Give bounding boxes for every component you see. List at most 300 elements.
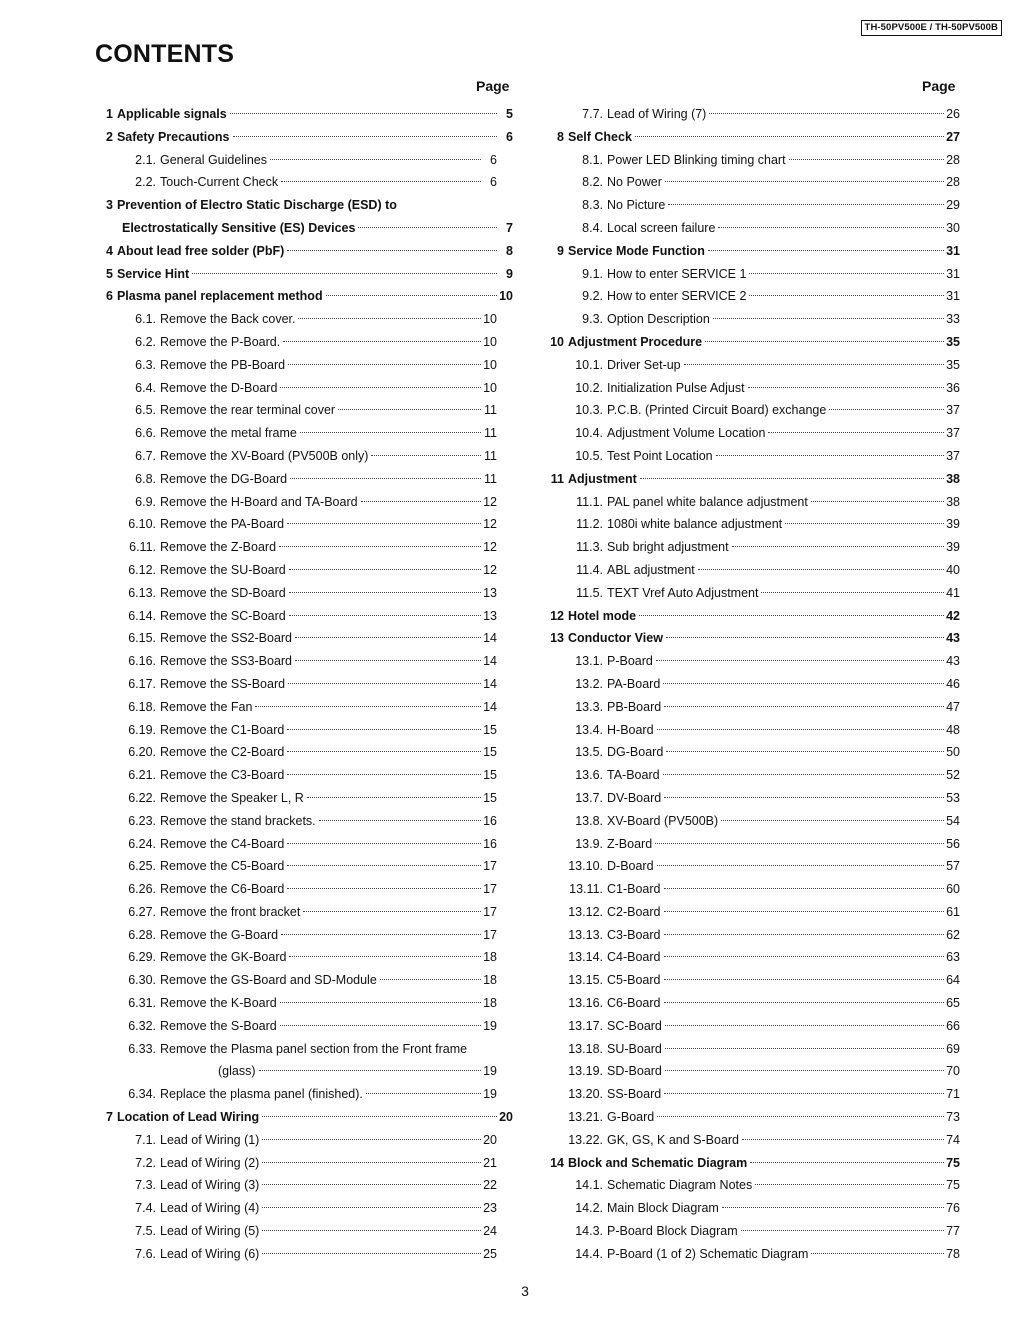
toc-entry-title: DV-Board <box>607 790 662 805</box>
toc-entry[interactable] <box>106 1243 497 1266</box>
toc-entry[interactable] <box>106 103 513 126</box>
toc-entry-number: 11 <box>550 471 564 486</box>
toc-entry-page: 39 <box>946 540 960 555</box>
toc-entry-number: 6.6. <box>135 426 156 441</box>
toc-entry[interactable] <box>106 468 497 491</box>
dot-leader <box>705 341 944 342</box>
toc-entry-title: Electrostatically Sensitive (ES) Devices <box>122 220 356 235</box>
toc-entry-page: 15 <box>483 722 497 737</box>
toc-entry-number: 1 <box>106 107 113 121</box>
toc-entry-page: 13 <box>483 608 497 623</box>
dot-leader <box>326 295 497 296</box>
toc-entry-title: Applicable signals <box>116 107 227 121</box>
dot-leader <box>749 295 944 296</box>
toc-entry[interactable] <box>106 764 497 787</box>
toc-entry[interactable] <box>545 559 960 582</box>
toc-entry[interactable] <box>545 377 960 400</box>
toc-entry[interactable] <box>545 673 960 696</box>
toc-entry-page: 17 <box>483 859 497 874</box>
toc-entry[interactable] <box>545 126 960 149</box>
toc-entry[interactable] <box>106 946 497 969</box>
dot-leader <box>716 455 944 456</box>
toc-entry[interactable] <box>545 1106 960 1129</box>
toc-entry-title: SU-Board <box>607 1041 662 1056</box>
dot-leader <box>785 523 944 524</box>
toc-entry[interactable] <box>545 1038 960 1061</box>
toc-entry[interactable] <box>545 194 960 217</box>
toc-entry-page: 14 <box>483 676 497 691</box>
toc-entry-page: 14 <box>483 654 497 669</box>
toc-entry-page: 28 <box>946 152 960 167</box>
toc-entry-number: 13.22. <box>568 1132 603 1147</box>
toc-entry[interactable] <box>106 992 497 1015</box>
toc-entry[interactable] <box>106 331 497 354</box>
dot-leader <box>303 911 481 912</box>
toc-entry-page: 11 <box>484 471 497 486</box>
toc-entry[interactable] <box>545 992 960 1015</box>
toc-entry[interactable] <box>106 308 497 331</box>
toc-entry[interactable] <box>106 901 497 924</box>
toc-entry[interactable] <box>106 1129 497 1152</box>
toc-entry[interactable] <box>545 331 960 354</box>
toc-entry-page: 11 <box>484 403 497 418</box>
toc-entry[interactable] <box>545 422 960 445</box>
toc-entry[interactable] <box>545 855 960 878</box>
dot-leader <box>709 113 944 114</box>
toc-entry[interactable] <box>545 217 960 240</box>
toc-entry[interactable] <box>106 126 513 149</box>
toc-entry[interactable] <box>106 491 497 514</box>
toc-entry[interactable] <box>106 171 497 194</box>
toc-entry-number: 14.2. <box>575 1201 603 1216</box>
toc-entry[interactable] <box>106 445 497 468</box>
toc-entry-page: 33 <box>946 312 960 327</box>
toc-entry-number: 6 <box>106 289 113 304</box>
toc-entry[interactable] <box>106 285 513 308</box>
toc-entry-title: Initialization Pulse Adjust <box>607 380 745 395</box>
toc-entry-page: 61 <box>946 904 960 919</box>
toc-entry-number: 6.27. <box>128 904 156 919</box>
toc-entry-number: 2 <box>106 129 113 144</box>
toc-entry-number: 6.34. <box>128 1087 156 1102</box>
toc-entry-title: Touch-Current Check <box>160 175 279 190</box>
toc-entry-title: Lead of Wiring (1) <box>160 1132 260 1147</box>
toc-entry-page: 9 <box>506 266 513 281</box>
dot-leader <box>657 865 944 866</box>
toc-entry-title: Remove the front bracket <box>160 904 301 919</box>
toc-entry-title: PB-Board <box>607 699 662 714</box>
dot-leader <box>288 683 481 684</box>
toc-entry[interactable] <box>545 1220 960 1243</box>
toc-entry-title: C3-Board <box>607 927 661 942</box>
dot-leader <box>655 843 944 844</box>
toc-entry[interactable] <box>545 605 960 628</box>
dot-leader <box>789 159 944 160</box>
toc-entry-page: 36 <box>946 380 960 395</box>
toc-entry-title: Remove the metal frame <box>160 426 297 441</box>
toc-entry-title: P-Board <box>607 654 653 669</box>
toc-entry[interactable] <box>545 787 960 810</box>
toc-entry-page: 17 <box>483 882 497 897</box>
toc-entry-page: 70 <box>946 1064 960 1079</box>
toc-entry[interactable] <box>106 878 497 901</box>
toc-entry-title: Remove the C6-Board <box>160 882 285 897</box>
toc-entry-title: Remove the Z-Board <box>160 540 277 555</box>
dot-leader <box>289 956 481 957</box>
dot-leader <box>664 979 945 980</box>
toc-entry-title: C4-Board <box>607 950 661 965</box>
toc-entry-number: 7.4. <box>135 1201 156 1216</box>
toc-entry[interactable] <box>545 1060 960 1083</box>
toc-entry-number: 13.8. <box>575 813 603 828</box>
toc-entry-number: 13.21. <box>568 1110 603 1125</box>
dot-leader <box>262 1162 481 1163</box>
dot-leader <box>233 136 498 137</box>
toc-entry[interactable] <box>545 1197 960 1220</box>
toc-entry[interactable] <box>106 149 497 172</box>
toc-entry-title: No Picture <box>607 198 666 213</box>
toc-entry[interactable] <box>545 399 960 422</box>
toc-entry[interactable] <box>545 491 960 514</box>
toc-entry-number: 6.7. <box>135 448 156 463</box>
dot-leader <box>640 478 944 479</box>
toc-entry-title: Service Mode Function <box>568 243 705 258</box>
toc-entry[interactable] <box>545 354 960 377</box>
toc-entry-title: Prevention of Electro Static Discharge (ESD) to <box>116 198 397 213</box>
toc-entry-number: 7.1. <box>135 1132 156 1147</box>
toc-entry[interactable] <box>106 217 513 240</box>
toc-entry-number: 9 <box>557 243 564 258</box>
toc-entry[interactable] <box>106 1174 497 1197</box>
toc-entry[interactable] <box>545 103 960 126</box>
dot-leader <box>287 250 497 251</box>
toc-entry-page: 69 <box>946 1041 960 1056</box>
toc-entry[interactable] <box>545 1152 960 1175</box>
toc-entry-number: 6.29. <box>128 950 156 965</box>
toc-entry[interactable] <box>106 1060 497 1083</box>
toc-entry-page: 15 <box>483 745 497 760</box>
toc-entry-page: 60 <box>946 882 960 897</box>
toc-entry-page: 10 <box>483 380 497 395</box>
toc-entry-number: 10.1. <box>575 357 603 372</box>
toc-entry[interactable] <box>545 536 960 559</box>
toc-entry-page: 14 <box>483 631 497 646</box>
toc-entry-number: 9.3. <box>582 312 603 327</box>
toc-entry-number: 13.9. <box>575 836 603 851</box>
toc-entry[interactable] <box>106 1038 497 1061</box>
dot-leader <box>281 181 481 182</box>
page-number: 3 <box>521 1283 529 1299</box>
toc-entry-number: 7.7. <box>582 107 603 121</box>
dot-leader <box>319 820 481 821</box>
toc-entry-title: Remove the SU-Board <box>160 562 286 577</box>
dot-leader <box>287 729 481 730</box>
toc-entry-title: Test Point Location <box>607 448 713 463</box>
toc-entry-page: 29 <box>946 198 960 213</box>
toc-entry-number: 8.4. <box>582 220 603 235</box>
dot-leader <box>663 774 944 775</box>
toc-entry-number: 6.21. <box>128 768 156 783</box>
toc-entry-page: 40 <box>946 562 960 577</box>
toc-entry[interactable] <box>106 810 497 833</box>
toc-entry[interactable] <box>106 536 497 559</box>
dot-leader <box>262 1230 481 1231</box>
toc-entry-page: 71 <box>946 1087 960 1102</box>
toc-entry[interactable] <box>106 969 497 992</box>
toc-entry-page: 17 <box>483 904 497 919</box>
toc-entry[interactable] <box>106 1197 497 1220</box>
toc-entry-title: Sub bright adjustment <box>607 540 729 555</box>
toc-entry-page: 66 <box>946 1018 960 1033</box>
toc-entry[interactable] <box>545 627 960 650</box>
toc-entry[interactable] <box>545 1243 960 1266</box>
toc-entry[interactable] <box>106 924 497 947</box>
toc-entry[interactable] <box>106 194 513 217</box>
toc-entry-page: 19 <box>483 1087 497 1102</box>
toc-entry-title: Lead of Wiring (7) <box>607 107 707 121</box>
toc-entry-title: ABL adjustment <box>607 562 695 577</box>
dot-leader <box>708 250 944 251</box>
toc-entry[interactable] <box>106 833 497 856</box>
toc-entry-page: 62 <box>946 927 960 942</box>
toc-entry-title: Remove the GK-Board <box>160 950 287 965</box>
dot-leader <box>366 1093 481 1094</box>
toc-entry-title: DG-Board <box>607 745 664 760</box>
toc-entry[interactable] <box>106 263 513 286</box>
toc-entry-title: General Guidelines <box>160 152 268 167</box>
toc-entry-page: 27 <box>946 129 960 144</box>
toc-entry[interactable] <box>545 149 960 172</box>
toc-entry-number: 2.1. <box>135 152 156 167</box>
toc-entry-number: 6.18. <box>128 699 156 714</box>
toc-entry-number: 13.3. <box>575 699 603 714</box>
toc-entry[interactable] <box>545 833 960 856</box>
toc-entry-number: 13.2. <box>575 676 603 691</box>
toc-entry[interactable] <box>106 559 497 582</box>
toc-entry[interactable] <box>106 1015 497 1038</box>
toc-entry[interactable] <box>106 787 497 810</box>
dot-leader <box>380 979 481 980</box>
toc-entry[interactable] <box>106 1083 497 1106</box>
toc-entry[interactable] <box>106 1106 513 1129</box>
toc-entry[interactable] <box>106 513 497 536</box>
toc-entry-page: 31 <box>946 266 960 281</box>
toc-entry-title: (glass) <box>218 1064 256 1079</box>
toc-entry-title: G-Board <box>607 1110 655 1125</box>
toc-entry-page: 78 <box>946 1246 960 1261</box>
toc-entry[interactable] <box>545 445 960 468</box>
toc-entry-title: XV-Board (PV500B) <box>607 813 719 828</box>
dot-leader <box>657 1116 944 1117</box>
toc-entry-title: Remove the Speaker L, R <box>160 790 304 805</box>
toc-entry-number: 14.1. <box>575 1178 603 1193</box>
toc-entry-page: 21 <box>483 1155 497 1170</box>
toc-entry-title: SC-Board <box>607 1018 662 1033</box>
toc-entry-page: 77 <box>946 1224 960 1239</box>
toc-entry-page: 75 <box>946 1155 960 1170</box>
toc-entry-number: 7.6. <box>135 1246 156 1261</box>
toc-entry-number: 13.6. <box>575 768 603 783</box>
toc-entry-number: 6.16. <box>128 654 156 669</box>
toc-entry-page: 47 <box>946 699 960 714</box>
toc-entry[interactable] <box>106 627 497 650</box>
toc-entry-title: Main Block Diagram <box>607 1201 719 1216</box>
toc-entry-title: PAL panel white balance adjustment <box>607 494 808 509</box>
toc-entry-number: 13.5. <box>575 745 603 760</box>
toc-entry-title: P-Board Block Diagram <box>607 1224 738 1239</box>
dot-leader <box>288 364 481 365</box>
toc-entry[interactable] <box>106 855 497 878</box>
toc-entry-title: Block and Schematic Diagram <box>568 1155 748 1170</box>
toc-entry-number: 8.2. <box>582 175 603 190</box>
toc-entry[interactable] <box>106 399 497 422</box>
toc-entry-number: 13.14. <box>568 950 603 965</box>
toc-entry-page: 12 <box>483 562 497 577</box>
dot-leader <box>287 523 481 524</box>
toc-entry[interactable] <box>545 969 960 992</box>
toc-entry-number: 7.2. <box>135 1155 156 1170</box>
dot-leader <box>732 546 944 547</box>
toc-entry-title: C6-Board <box>607 996 661 1011</box>
toc-entry[interactable] <box>106 422 497 445</box>
dot-leader <box>664 797 944 798</box>
toc-entry-number: 6.4. <box>135 380 156 395</box>
toc-entry-page: 15 <box>483 790 497 805</box>
toc-entry-page: 10 <box>499 289 513 304</box>
toc-entry[interactable] <box>106 1152 497 1175</box>
toc-entry[interactable] <box>545 1129 960 1152</box>
toc-entry[interactable] <box>545 696 960 719</box>
toc-entry-number: 14 <box>550 1155 564 1170</box>
dot-leader <box>664 956 945 957</box>
dot-leader <box>768 432 944 433</box>
dot-leader <box>665 181 944 182</box>
toc-entry-title: About lead free solder (PbF) <box>116 243 285 258</box>
toc-entry-page: 31 <box>946 243 960 258</box>
toc-entry-number: 6.15. <box>128 631 156 646</box>
toc-entry-page: 22 <box>483 1178 497 1193</box>
toc-entry[interactable] <box>106 354 497 377</box>
toc-entry-title: Adjustment <box>568 471 637 486</box>
dot-leader <box>262 1116 497 1117</box>
toc-entry[interactable] <box>545 240 960 263</box>
dot-leader <box>262 1253 481 1254</box>
toc-entry-title: Remove the SS2-Board <box>160 631 293 646</box>
toc-entry[interactable] <box>545 468 960 491</box>
toc-entry[interactable] <box>545 1015 960 1038</box>
toc-entry[interactable] <box>545 1083 960 1106</box>
toc-entry[interactable] <box>106 605 497 628</box>
dot-leader <box>259 1070 481 1071</box>
toc-entry-number: 6.12. <box>128 562 156 577</box>
toc-entry[interactable] <box>545 285 960 308</box>
dot-leader <box>750 1162 944 1163</box>
toc-entry[interactable] <box>545 650 960 673</box>
toc-entry[interactable] <box>545 924 960 947</box>
toc-entry-page: 50 <box>946 745 960 760</box>
toc-entry[interactable] <box>106 696 497 719</box>
toc-entry-title: Remove the C4-Board <box>160 836 285 851</box>
toc-entry-number: 6.9. <box>135 494 156 509</box>
toc-entry[interactable] <box>545 901 960 924</box>
toc-entry-title: D-Board <box>607 859 654 874</box>
toc-entry-number: 13.12. <box>568 904 603 919</box>
toc-entry-number: 10 <box>550 334 564 349</box>
toc-entry-number: 8.3. <box>582 198 603 213</box>
toc-entry-number: 13 <box>550 631 564 646</box>
toc-entry-number: 7.3. <box>135 1178 156 1193</box>
dot-leader <box>665 1025 944 1026</box>
toc-entry-number: 10.2. <box>575 380 603 395</box>
toc-entry-number: 6.3. <box>135 357 156 372</box>
dot-leader <box>639 615 944 616</box>
toc-entry-page: 73 <box>946 1110 960 1125</box>
toc-entry[interactable] <box>106 582 497 605</box>
toc-entry-title: Remove the Back cover. <box>160 312 296 327</box>
toc-entry-page: 28 <box>946 175 960 190</box>
toc-entry-page: 6 <box>490 152 497 167</box>
toc-entry[interactable] <box>106 377 497 400</box>
dot-leader <box>664 911 945 912</box>
toc-entry[interactable] <box>106 650 497 673</box>
dot-leader <box>287 774 481 775</box>
toc-entry-title: Conductor View <box>568 631 663 646</box>
toc-entry-number: 6.24. <box>128 836 156 851</box>
toc-entry[interactable] <box>545 810 960 833</box>
toc-entry[interactable] <box>545 764 960 787</box>
toc-entry-page: 25 <box>483 1246 497 1261</box>
toc-entry-number: 6.33. <box>128 1041 156 1056</box>
toc-entry[interactable] <box>545 946 960 969</box>
dot-leader <box>722 1207 944 1208</box>
toc-entry[interactable] <box>545 719 960 742</box>
toc-entry-page: 26 <box>946 107 960 121</box>
dot-leader <box>358 227 497 228</box>
dot-leader <box>829 409 944 410</box>
toc-entry[interactable] <box>545 171 960 194</box>
toc-entry-page: 75 <box>946 1178 960 1193</box>
dot-leader <box>295 660 481 661</box>
toc-entry-title: GK, GS, K and S-Board <box>607 1132 740 1147</box>
toc-entry[interactable] <box>545 878 960 901</box>
toc-entry[interactable] <box>106 719 497 742</box>
toc-entry[interactable] <box>106 240 513 263</box>
toc-entry-page: 43 <box>946 631 960 646</box>
toc-entry-title: Remove the GS-Board and SD-Module <box>160 973 377 988</box>
toc-entry-title: Location of Lead Wiring <box>116 1110 260 1125</box>
toc-entry[interactable] <box>545 513 960 536</box>
dot-leader <box>307 797 481 798</box>
toc-entry[interactable] <box>545 1174 960 1197</box>
toc-entry-title: Plasma panel replacement method <box>116 289 323 304</box>
toc-entry[interactable] <box>106 741 497 764</box>
toc-entry[interactable] <box>545 308 960 331</box>
toc-entry[interactable] <box>106 673 497 696</box>
toc-entry-title: Remove the C1-Board <box>160 722 285 737</box>
page-column-header-left: Page <box>476 78 510 94</box>
toc-entry-title: H-Board <box>607 722 654 737</box>
toc-entry[interactable] <box>545 263 960 286</box>
toc-entry[interactable] <box>545 741 960 764</box>
dot-leader <box>665 1070 944 1071</box>
toc-entry-title: P.C.B. (Printed Circuit Board) exchange <box>607 403 827 418</box>
toc-entry-page: 46 <box>946 676 960 691</box>
toc-entry[interactable] <box>545 582 960 605</box>
toc-entry-number: 6.22. <box>128 790 156 805</box>
toc-entry-title: SD-Board <box>607 1064 662 1079</box>
toc-entry[interactable] <box>106 1220 497 1243</box>
dot-leader <box>290 478 481 479</box>
